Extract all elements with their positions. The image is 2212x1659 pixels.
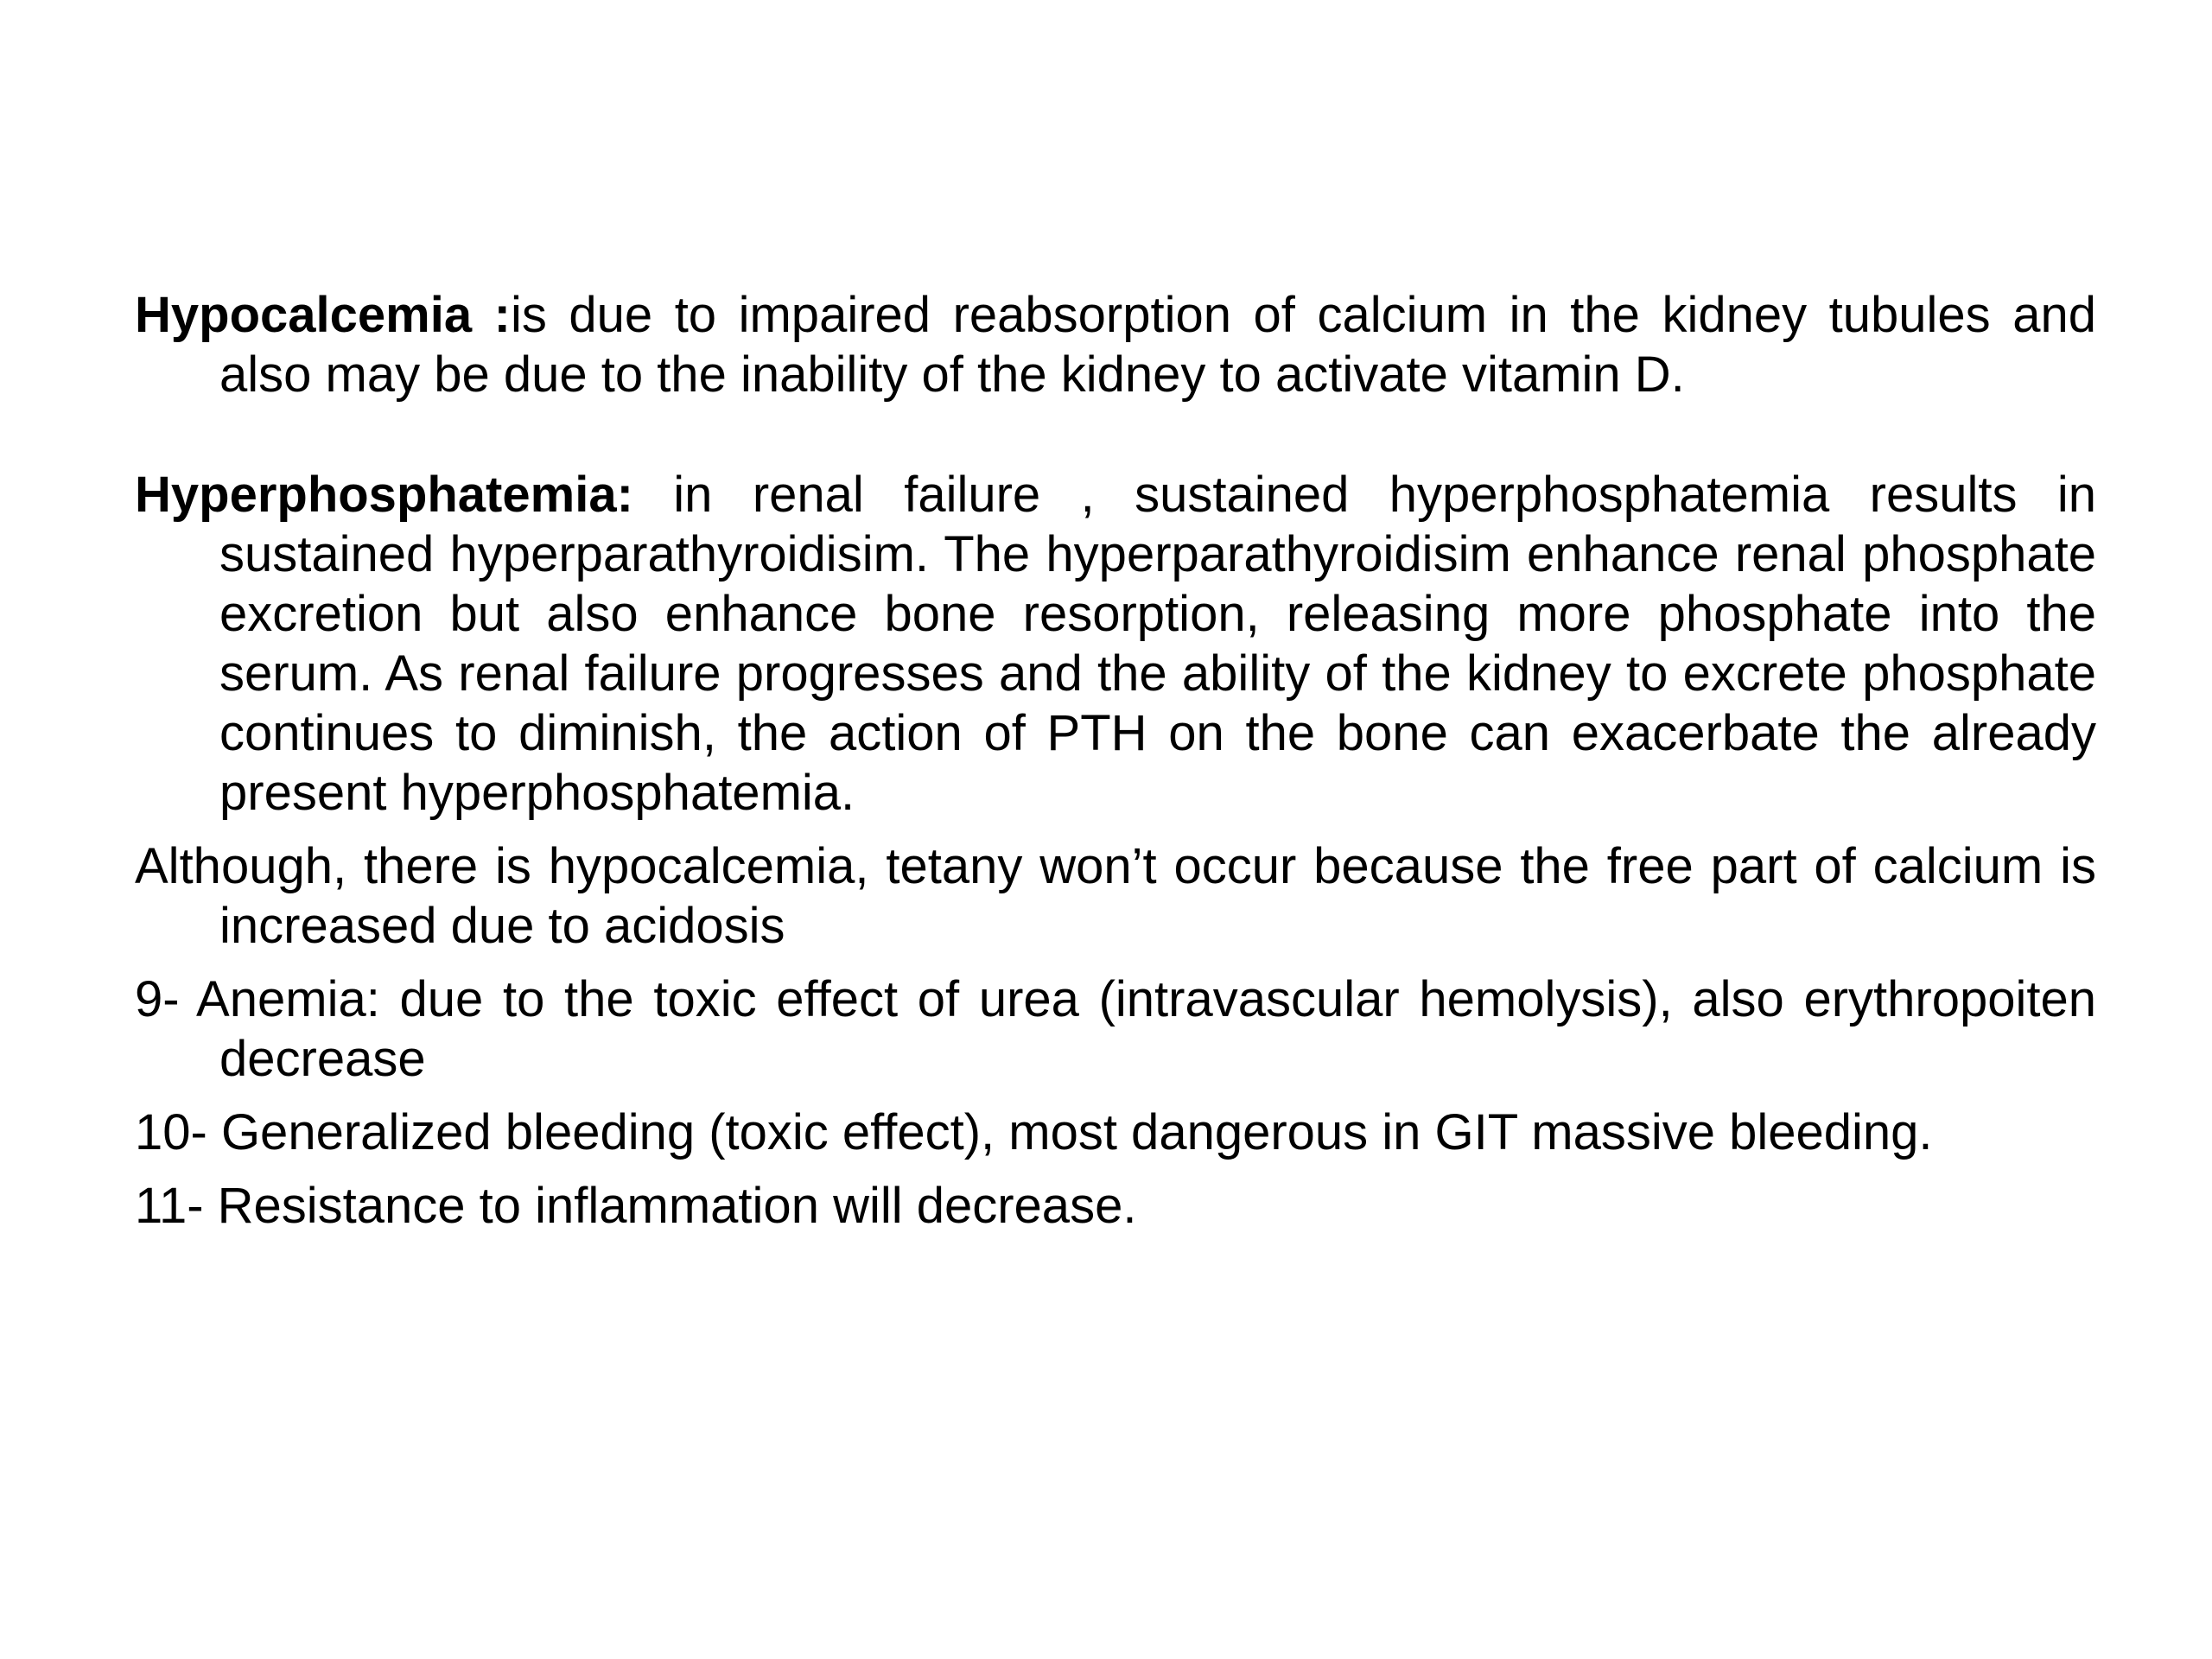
hypocalcemia-term: Hypocalcemia : (135, 287, 511, 343)
anemia-item: 9- Anemia: due to the toxic effect of urea (intravascular hemolysis), also erythropoiten decrease (135, 971, 2096, 1087)
hyperphosphatemia-paragraph (135, 465, 2096, 823)
hypocalcemia-text: is due to impaired reabsorption of calcium in the kidney tubules and also may be due to the inability of the kidney to activate vitamin D. (219, 287, 2096, 403)
slide-content (135, 285, 2096, 1236)
hypocalcemia-paragraph (135, 285, 2096, 404)
hyperphosphatemia-text: in renal failure , sustained hyperphosphatemia results in sustained hyperparathyroidisim. The hyperparathyroidisim enhance renal phosphate excretion but also enhance bone resorption, releasing more phosphate into the serum. As renal failure progresses and the ability of the kidney to excrete phosphate continues to diminish, the action of PTH on the bone can exacerbate the already present hyperphosphatemia. (219, 467, 2096, 821)
inflammation-item: 11- Resistance to inflammation will decrease. (135, 1178, 1137, 1234)
bleeding-item: 10- Generalized bleeding (toxic effect), most dangerous in GIT massive bleeding. (135, 1104, 1933, 1160)
hyperphosphatemia-term: Hyperphosphatemia: (135, 467, 633, 523)
tetany-paragraph: Although, there is hypocalcemia, tetany won’t occur because the free part of calcium is increased due to acidosis (135, 838, 2096, 954)
